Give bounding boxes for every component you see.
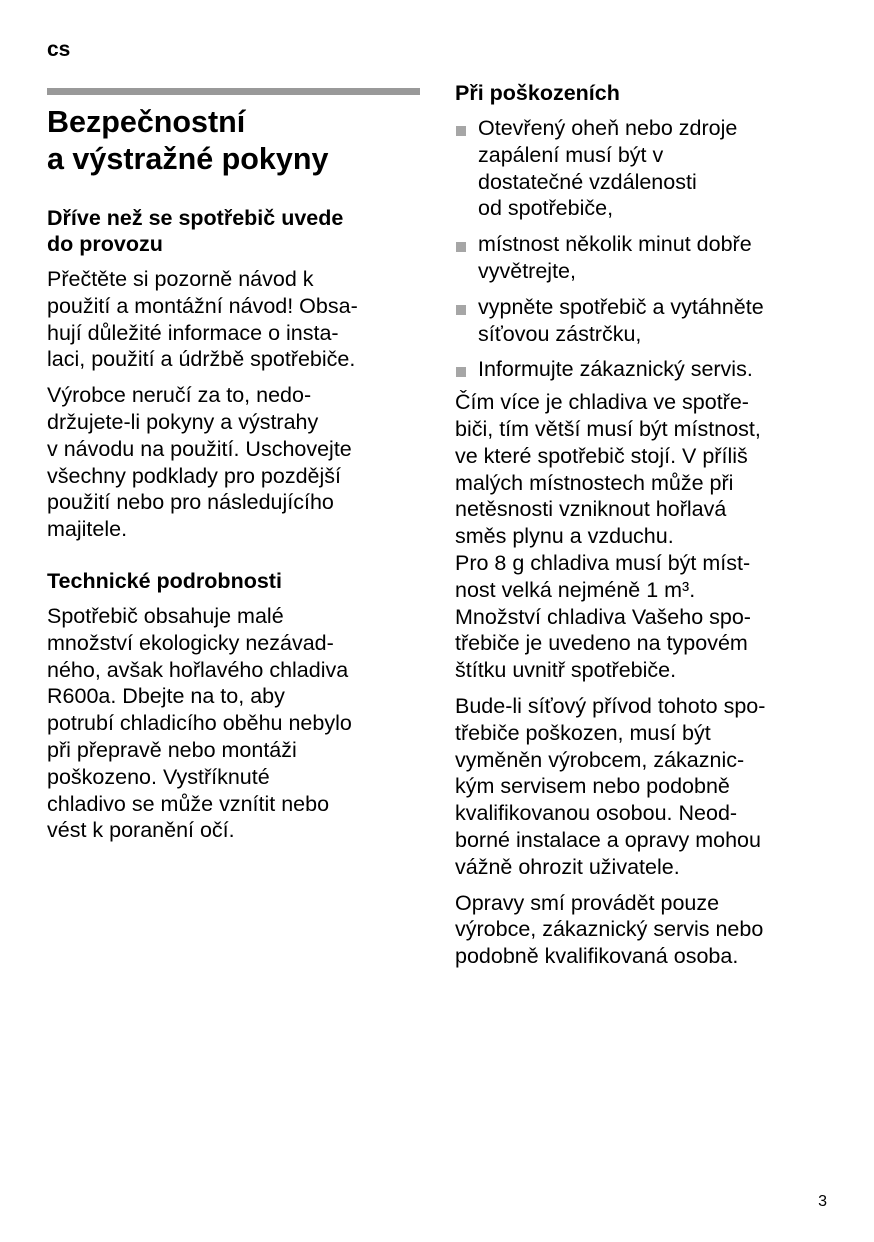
- text-line: štítku uvnitř spotřebiče.: [455, 658, 677, 683]
- text-line: majitele.: [47, 517, 128, 542]
- text-line: všechny podklady pro pozdější: [47, 463, 342, 488]
- text-line: třebiče je uvedeno na typovém: [455, 631, 748, 656]
- text-line: ve které spotřebič stojí. V příliš: [455, 443, 748, 468]
- title-line: Bezpečnostní: [47, 105, 246, 139]
- text-line: vést k poranění očí.: [47, 818, 235, 843]
- paragraph-power-cord: [455, 693, 835, 881]
- text-line: netěsnosti vzniknout hořlavá: [455, 497, 727, 522]
- text-line: biči, tím větší musí být místnost,: [455, 416, 761, 441]
- text-line: držujete-li pokyny a výstrahy: [47, 409, 319, 434]
- text-line: nost velká nejméně 1 m³.: [455, 577, 696, 602]
- text-line: od spotřebiče,: [478, 196, 614, 221]
- text-line: ného, avšak hořlavého chladiva: [47, 657, 349, 682]
- text-line: vážně ohrozit uživatele.: [455, 854, 680, 879]
- section-heading-damage: [455, 80, 835, 106]
- text-line: Množství chladiva Vašeho spo-: [455, 604, 751, 629]
- text-line: síťovou zástrčku,: [478, 321, 642, 346]
- list-item: [455, 356, 835, 383]
- section-divider: [47, 88, 420, 95]
- text-line: vyměněn výrobcem, zákaznic-: [455, 747, 745, 772]
- list-item: [455, 294, 835, 348]
- list-item: [455, 231, 835, 285]
- text-line: při přepravě nebo montáži: [47, 737, 297, 762]
- text-line: potrubí chladicího oběhu nebylo: [47, 711, 352, 736]
- text-line: Otevřený oheň nebo zdroje: [478, 116, 738, 140]
- heading-line: Při poškozeních: [455, 81, 620, 105]
- section-heading-technical-details: [47, 568, 419, 594]
- text-line: Přečtěte si pozorně návod k: [47, 267, 314, 291]
- section-heading-before-use: [47, 205, 419, 257]
- paragraph-read-manual: [47, 266, 419, 373]
- square-bullet-icon: [456, 242, 466, 252]
- left-column: [47, 104, 419, 844]
- text-line: malých místnostech může při: [455, 470, 734, 495]
- text-line: poškozeno. Vystříknuté: [47, 764, 270, 789]
- text-line: kvalifikovanou osobou. Neod-: [455, 801, 738, 826]
- paragraph-repairs: [455, 890, 835, 970]
- text-line: Informujte zákaznický servis.: [478, 357, 753, 382]
- text-line: Opravy smí provádět pouze: [455, 890, 720, 915]
- heading-line: Technické podrobnosti: [47, 568, 282, 593]
- paragraph-room-size: [455, 389, 835, 684]
- text-line: Bude-li síťový přívod tohoto spo-: [455, 693, 766, 718]
- text-line: Čím více je chladiva ve spotře-: [455, 390, 749, 415]
- text-line: kým servisem nebo podobně: [455, 774, 730, 799]
- paragraph-manufacturer-liability: [47, 382, 419, 543]
- text-line: chladivo se může vznítit nebo: [47, 791, 330, 816]
- text-line: laci, použití a údržbě spotřebiče.: [47, 347, 356, 372]
- text-line: Pro 8 g chladiva musí být míst-: [455, 550, 751, 575]
- heading-line: do provozu: [47, 232, 163, 256]
- damage-instructions-list: [455, 115, 835, 383]
- text-line: Výrobce neručí za to, nedo-: [47, 383, 312, 408]
- text-line: dostatečné vzdálenosti: [478, 169, 697, 194]
- text-line: hují důležité informace o insta-: [47, 320, 339, 345]
- text-line: podobně kvalifikovaná osoba.: [455, 944, 739, 969]
- square-bullet-icon: [456, 126, 466, 136]
- square-bullet-icon: [456, 367, 466, 377]
- text-line: borné instalace a opravy mohou: [455, 827, 761, 852]
- text-line: vypněte spotřebič a vytáhněte: [478, 294, 764, 319]
- text-line: Spotřebič obsahuje malé: [47, 603, 284, 628]
- heading-line: Dříve než se spotřebič uvede: [47, 206, 344, 230]
- right-column: [455, 80, 835, 970]
- page-number: 3: [818, 1193, 827, 1210]
- text-line: množství ekologicky nezávad-: [47, 630, 334, 655]
- paragraph-refrigerant: [47, 603, 419, 844]
- text-line: směs plynu a vzduchu.: [455, 524, 674, 549]
- title-line: a výstražné pokyny: [47, 142, 329, 176]
- text-line: použití nebo pro následujícího: [47, 490, 334, 515]
- text-line: výrobce, zákaznický servis nebo: [455, 917, 764, 942]
- text-line: vyvětrejte,: [478, 258, 576, 283]
- square-bullet-icon: [456, 305, 466, 315]
- language-code: cs: [47, 38, 71, 61]
- text-line: místnost několik minut dobře: [478, 232, 752, 257]
- text-line: v návodu na použití. Uschovejte: [47, 436, 352, 461]
- text-line: R600a. Dbejte na to, aby: [47, 684, 285, 709]
- text-line: použití a montážní návod! Obsa-: [47, 293, 358, 318]
- text-line: zapálení musí být v: [478, 142, 664, 167]
- page-title: [47, 104, 419, 178]
- list-item: [455, 115, 835, 222]
- text-line: třebiče poškozen, musí být: [455, 720, 711, 745]
